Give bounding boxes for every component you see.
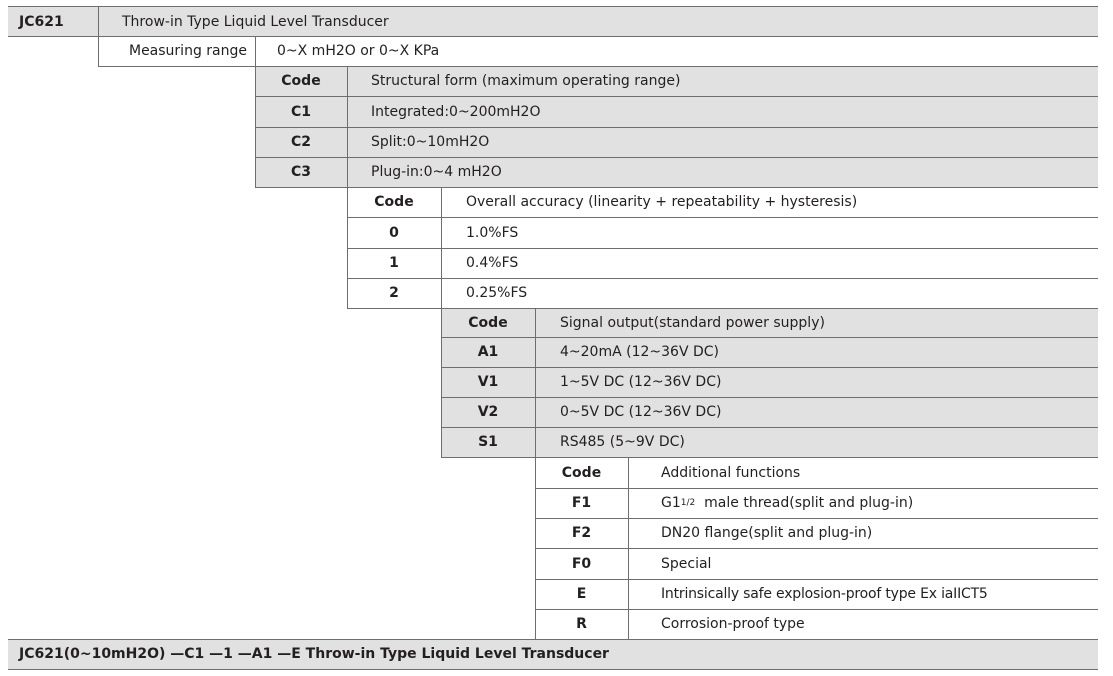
signal-output-code: V2 <box>441 397 535 427</box>
grid-line <box>441 187 442 458</box>
order-example: JC621(0~10mH2O) —C1 —1 —A1 —E Throw-in Type Liquid Level Transducer <box>8 639 1098 669</box>
additional-functions-code: E <box>576 586 587 602</box>
structural-form-code: C1 <box>255 96 347 127</box>
additional-functions-code: F0 <box>571 555 592 572</box>
grid-line <box>347 217 1098 218</box>
model-code: JC621 <box>8 7 98 36</box>
grid-line <box>441 457 1098 458</box>
additional-functions-desc: Special <box>661 555 712 572</box>
grid-line <box>255 187 1098 188</box>
additional-functions-header: Additional functions <box>661 464 801 481</box>
grid-line <box>255 127 1098 128</box>
grid-line <box>535 308 536 640</box>
additional-functions-code: F2 <box>571 525 592 541</box>
model-name: Throw-in Type Liquid Level Transducer <box>98 7 1098 36</box>
signal-output-code: A1 <box>441 337 535 367</box>
signal-output-code: V1 <box>441 367 535 397</box>
thread-size-text: G1 <box>661 495 681 511</box>
grid-line <box>347 248 1098 249</box>
signal-output-desc: 4~20mA (12~36V DC) <box>535 337 1098 367</box>
grid-line <box>535 609 1098 610</box>
signal-output-code: S1 <box>441 427 535 457</box>
signal-output-code-header: Code <box>441 308 535 337</box>
grid-line <box>441 337 1098 338</box>
grid-line <box>347 66 348 309</box>
grid-line <box>8 669 1098 670</box>
additional-functions-desc: DN20 flange(split and plug-in) <box>661 525 873 541</box>
grid-line <box>628 457 629 640</box>
thread-fraction-numerator: 1 <box>680 497 687 508</box>
grid-line <box>98 66 1098 67</box>
grid-line <box>255 157 1098 158</box>
additional-functions-desc: Intrinsically safe explosion-proof type Ex iaIICT5 <box>661 586 988 602</box>
accuracy-code: 1 <box>389 255 399 271</box>
grid-line <box>347 278 1098 279</box>
grid-line <box>535 518 1098 519</box>
measuring-range-value: 0~X mH2O or 0~X KPa <box>277 43 440 59</box>
thread-fraction-denominator: /2 <box>686 497 696 508</box>
accuracy-code-header: Code <box>374 194 414 210</box>
accuracy-code: 0 <box>389 224 399 241</box>
signal-output-header: Signal output(standard power supply) <box>535 308 1098 337</box>
additional-functions-code: R <box>576 616 587 632</box>
grid-line <box>441 367 1098 368</box>
grid-line <box>535 548 1098 549</box>
accuracy-desc: 1.0%FS <box>466 224 519 241</box>
structural-form-desc: Split:0~10mH2O <box>347 127 1098 157</box>
structural-form-code-header: Code <box>255 66 347 96</box>
grid-line <box>8 6 1098 7</box>
signal-output-desc: 0~5V DC (12~36V DC) <box>535 397 1098 427</box>
grid-line <box>8 639 1098 640</box>
additional-functions-desc <box>628 488 1098 518</box>
additional-functions-code: F1 <box>571 495 592 511</box>
grid-line <box>347 308 1098 309</box>
structural-form-desc: Plug-in:0~4 mH2O <box>347 157 1098 187</box>
thread-desc-text: male thread(split and plug-in) <box>695 495 914 511</box>
grid-line <box>441 397 1098 398</box>
accuracy-desc: 0.4%FS <box>466 255 519 271</box>
grid-line <box>255 36 256 188</box>
grid-line <box>255 96 1098 97</box>
grid-line <box>98 6 99 67</box>
grid-line <box>535 488 1098 489</box>
signal-output-desc: 1~5V DC (12~36V DC) <box>535 367 1098 397</box>
grid-line <box>8 36 1098 37</box>
additional-functions-code-header: Code <box>561 464 602 481</box>
signal-output-desc: RS485 (5~9V DC) <box>535 427 1098 457</box>
grid-line <box>535 579 1098 580</box>
accuracy-desc: 0.25%FS <box>466 285 528 301</box>
accuracy-header: Overall accuracy (linearity + repeatability + hysteresis) <box>466 194 858 210</box>
grid-line <box>441 427 1098 428</box>
structural-form-header: Structural form (maximum operating range) <box>347 66 1098 96</box>
structural-form-desc: Integrated:0~200mH2O <box>347 96 1098 127</box>
structural-form-code: C3 <box>255 157 347 187</box>
accuracy-code: 2 <box>389 285 399 301</box>
structural-form-code: C2 <box>255 127 347 157</box>
additional-functions-desc: Corrosion-proof type <box>661 616 805 632</box>
measuring-range-label: Measuring range <box>128 43 247 59</box>
